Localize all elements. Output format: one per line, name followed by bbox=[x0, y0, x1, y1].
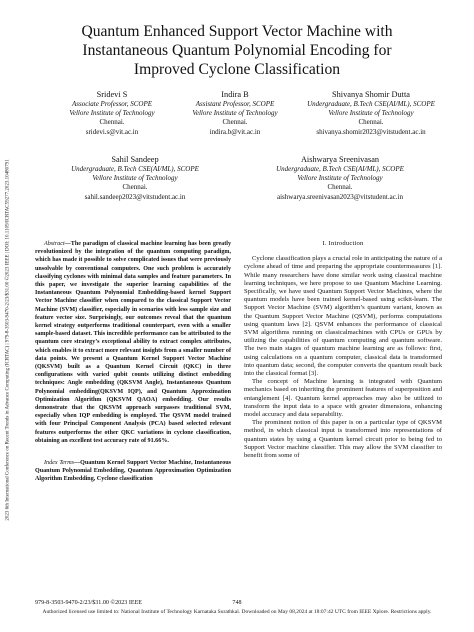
author-name: Sridevi S bbox=[96, 90, 128, 99]
author-role: Assistant Professor, SCOPE bbox=[195, 100, 275, 108]
author-block-2 bbox=[175, 89, 295, 137]
author-org: Vellore Institute of Technology bbox=[92, 174, 178, 183]
author-name: Indira B bbox=[221, 90, 249, 99]
author-role: Associate Professor, SCOPE bbox=[71, 100, 153, 108]
author-org: Vellore Institute of Technology bbox=[297, 174, 383, 183]
author-role: Undergraduate, B.Tech CSE(AI/ML), SCOPE bbox=[71, 165, 199, 173]
author-role: Undergraduate, B.Tech CSE(AI/ML), SCOPE bbox=[307, 100, 435, 108]
author-role: Undergraduate, B.Tech CSE(AI/ML), SCOPE bbox=[276, 165, 404, 173]
author-city: Chennai. bbox=[122, 183, 148, 192]
author-block-4 bbox=[60, 154, 210, 202]
author-city: Chennai. bbox=[222, 118, 248, 127]
author-name: Shivanya Shomir Dutta bbox=[332, 90, 410, 99]
abstract-text: —The paradigm of classical machine learning has been greatly revolutionized by the integration of the quantum computing paradigm, which has made it possible to solve complicated issues that were previously unsolvable by conventional computers. One such problem is accurately classifying cyclones with minimal data samples and feature parameters. In this paper, we investigate the superior learning capabilities of the Instantaneous Quantum Polynomial Embedding-based kernel Support Vector Machine classifier when compared to the classical Support Vector Machine (SVM) classifier, especially in scenarios with less sample size and feature vector size. Surprisingly, our outcomes reveal that the quantum kernel strategy outperforms traditional counterpart, even with a smaller sample-based dataset. This incredible performance can be attributed to the quantum core strategy’s exceptional ability to extract complex attributes, which enables it to extract more relevant insights from a smaller number of data points. We present a Quantum Kernel Support Vector Machine (QKSVM) built as a Quantum Kernel Circuit (QKC) in three configurations with varied qubit counts utilizing distinct embedding techniques: Angle embedding (QKSVM Angle), Instantaneous Quantum Polynomial embedding(QKSVM IQP), and Quantum Approximation Optimization Algorithm (QKSVM QAOA) embedding. Our results demonstrate that the QKSVM approach surpasses traditional SVM, especially when IQP embedding is employed. The QSVM model trained with four Principal Component Analysis (PCA) based selected relevant features outperforms the other QKC variations in cyclone classification, obtaining an excellent test accuracy rate of 91.66%. bbox=[35, 241, 231, 444]
author-city: Chennai. bbox=[358, 118, 384, 127]
title-line-3: Improved Cyclone Classification bbox=[133, 61, 341, 78]
author-name: Sahil Sandeep bbox=[111, 155, 159, 164]
page-number: 748 bbox=[232, 600, 242, 606]
author-email[interactable]: aishwarya.sreenivasan2023@vitstudent.ac.in bbox=[277, 192, 403, 201]
left-column bbox=[35, 240, 231, 484]
author-email[interactable]: shivanya.shomir2023@vitstudent.ac.in bbox=[316, 127, 426, 136]
doi-sidebar-text: 2023 6th International Conference on Recent Trends in Advance Computing (ICRTAC) | 979-8-3503-9470-2/23/$31.00 ©2023 IEEE | DOI: 10.1109/ICRTAC59277.2023.10480791 bbox=[5, 159, 10, 521]
author-block-5 bbox=[260, 154, 420, 202]
author-email[interactable]: sahil.sandeep2023@vitstudent.ac.in bbox=[84, 192, 186, 201]
author-org: Vellore Institute of Technology bbox=[192, 109, 278, 118]
section-heading-introduction: I. Introduction bbox=[322, 240, 364, 247]
doi-sidebar bbox=[3, 80, 12, 600]
author-name: Aishwarya Sreenivasan bbox=[300, 155, 380, 164]
title-line-2: Instantaneous Quantum Polynomial Encoding for bbox=[82, 42, 392, 59]
right-column bbox=[244, 240, 442, 460]
author-email[interactable]: indira.b@vit.ac.in bbox=[209, 127, 261, 136]
author-email[interactable]: sridevi.s@vit.ac.in bbox=[85, 127, 139, 136]
index-terms bbox=[35, 459, 231, 484]
license-notice: Authorized licensed use limited to: National Institute of Technology Karnataka Surathkal. Downloaded on May 08,2024 at 18:07:42 UTC from IEEE Xplore. Restrictions apply. bbox=[42, 609, 432, 615]
abstract bbox=[35, 240, 231, 445]
author-block-3 bbox=[296, 89, 446, 137]
paper-title bbox=[40, 22, 434, 79]
author-city: Chennai. bbox=[327, 183, 353, 192]
author-block-1 bbox=[52, 89, 172, 137]
intro-paragraph-1: Cyclone classification plays a crucial role in anticipating the nature of a cyclone ahead of time and preparing the appropriate countermeasures [1]. While many researchers have done similar work using classical machine learning techniques, we here propose to use Quantum Machine Learning. Specifically, we have used Quantum Support Vector Machines, where the quantum models have been trained kernel-based using scikit-learn. The Support Vector Machine (SVM) algorithm’s quantum variant, known as the Quantum Support Vector Machine (QSVM), performs computations using quantum laws [2]. QSVM enhances the performance of classical SVM algorithms running on classicalmachines with CPUs or GPUs by utilizing the capabilities of quantum computing and quantum software. The two main stages of quantum machine learning are as follows: first, using calculations on a quantum computer, classical data is transformed into quantum data; second, the computer converts the quantum result back into the classical format [3]. bbox=[244, 255, 442, 378]
title-line-1: Quantum Enhanced Support Vector Machine with bbox=[81, 23, 393, 40]
index-terms-label: Index Terms bbox=[44, 460, 75, 467]
index-terms-text: —Quantum Kernel Support Vector Machine, Instantaneous Quantum Polynomial Embedding, Quantum Approximation Optimization Algorithm Embedding, Cyclone classification bbox=[35, 460, 232, 483]
footer-isbn: 979-8-3503-9470-2/23/$31.00 ©2023 IEEE bbox=[35, 600, 143, 606]
intro-paragraph-3: The prominent notion of this paper is on a particular type of QKSVM method, in which classical input is transformed into representations of quantum states by using a Quantum kernel circuit prior to being fed to Support Vector machine classifier. This may allow the SVM classifier to benefit from some of bbox=[244, 419, 442, 460]
author-city: Chennai. bbox=[99, 118, 125, 127]
intro-paragraph-2: The concept of Machine learning is integrated with Quantum mechanics based on inheriting the prominent features of superposition and entanglement [4]. Quantum kernel approaches may also be utilized to transform the input data to a space with greater dimensions, enhancing model accuracy and data separability. bbox=[244, 378, 442, 419]
author-org: Vellore Institute of Technology bbox=[328, 109, 414, 118]
abstract-label: Abstract bbox=[44, 241, 65, 247]
author-org: Vellore Institute of Technology bbox=[69, 109, 155, 118]
